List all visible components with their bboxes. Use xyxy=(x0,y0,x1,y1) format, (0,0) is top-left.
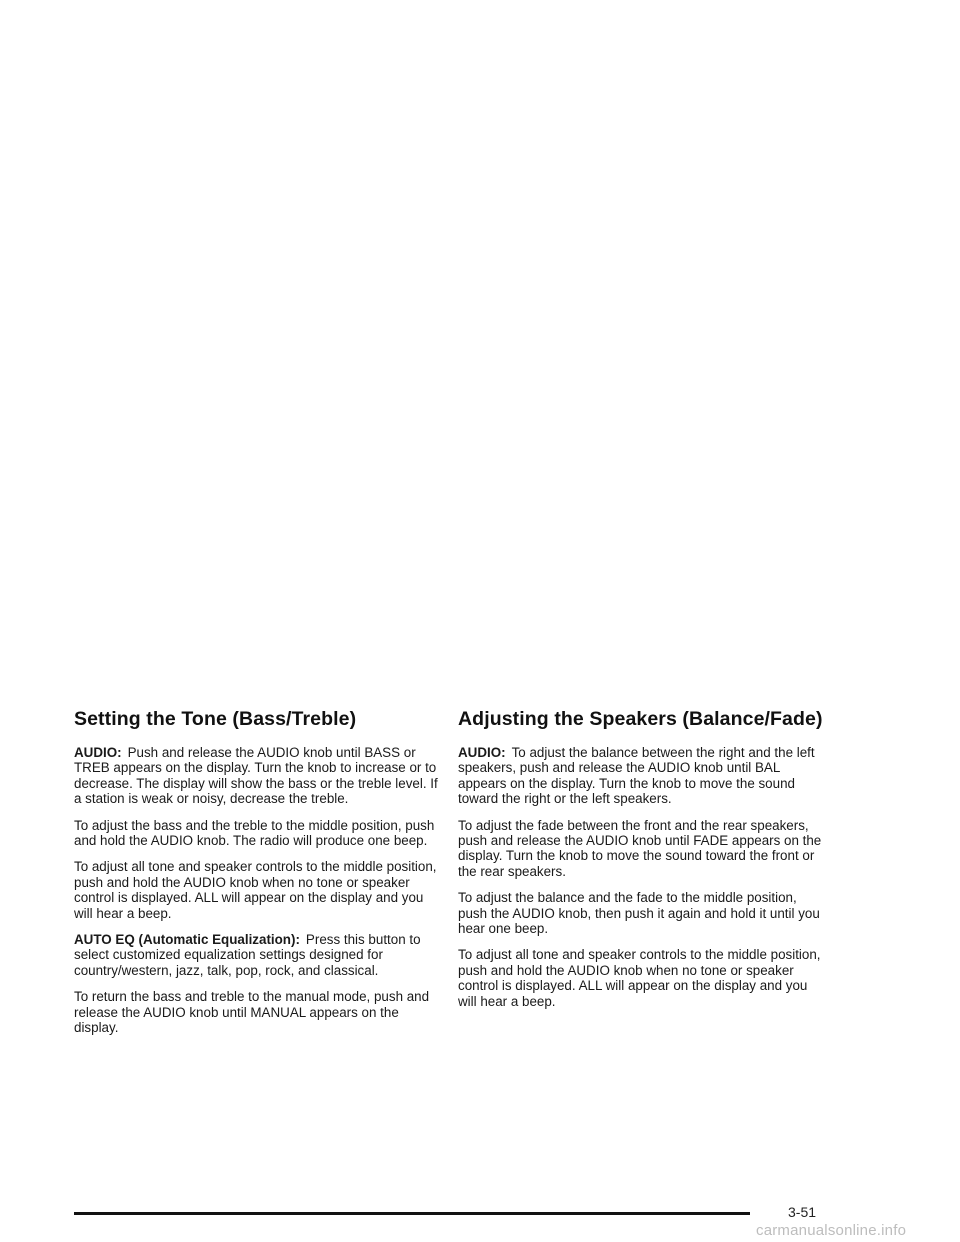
paragraph: To adjust all tone and speaker controls to the middle position, push and hold the AUDIO knob when no tone or speaker control is displayed. ALL will appear on the display and you will hear a beep. xyxy=(458,947,821,1009)
paragraph-label: AUDIO: xyxy=(74,745,122,760)
paragraph: To return the bass and treble to the manual mode, push and release the AUDIO knob until MANUAL appears on the display. xyxy=(74,989,430,1036)
page-number: 3-51 xyxy=(788,1204,817,1220)
paragraph: To adjust all tone and speaker controls to the middle position, push and hold the AUDIO knob when no tone or speaker control is displayed. ALL will appear on the display and you will hear a beep. xyxy=(74,859,437,921)
left-column xyxy=(74,708,444,1047)
watermark: carmanualsonline.info xyxy=(756,1222,907,1239)
paragraph: To adjust the fade between the front and the rear speakers, push and release the AUDIO knob until FADE appears on the display. Turn the knob to move the sound toward the front or the rear speakers. xyxy=(458,817,822,879)
paragraph xyxy=(458,745,828,807)
paragraph: To adjust the balance and the fade to the middle position, push the AUDIO knob, then push it again and hold it until you hear one beep. xyxy=(458,890,820,937)
section-heading-speakers: Adjusting the Speakers (Balance/Fade) xyxy=(458,708,823,730)
paragraph-text: Press this button to select customized equalization settings designed for country/western, jazz, talk, pop, rock, and classical. xyxy=(74,932,421,978)
footer-rule xyxy=(74,1212,750,1215)
paragraph xyxy=(74,932,444,978)
paragraph-label: AUDIO: xyxy=(458,745,506,760)
right-column xyxy=(458,708,828,1020)
paragraph-text: Push and release the AUDIO knob until BASS or TREB appears on the display. Turn the knob to increase or to decrease. The display will show the bass or the treble level. If a station is weak or noisy, decrease the treble. xyxy=(74,745,438,807)
paragraph-label: AUTO EQ (Automatic Equalization): xyxy=(74,932,300,948)
paragraph: To adjust the bass and the treble to the middle position, push and hold the AUDIO knob. The radio will produce one beep. xyxy=(74,817,435,849)
section-heading-tone: Setting the Tone (Bass/Treble) xyxy=(74,708,357,730)
paragraph-text: To adjust the balance between the right and the left speakers, push and release the AUDIO knob until BAL appears on the display. Turn the knob to move the sound toward the right or the left speakers. xyxy=(458,745,815,807)
paragraph xyxy=(74,745,444,807)
